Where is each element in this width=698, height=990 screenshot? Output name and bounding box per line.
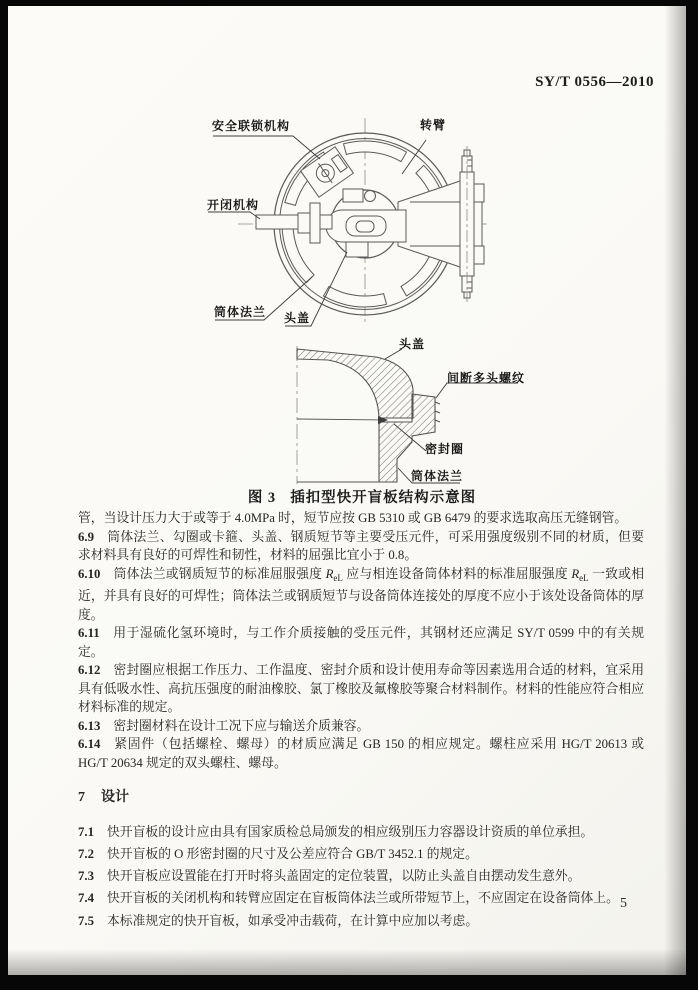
clause-text: 应与相连设备筒体材料的标准屈服强度	[342, 566, 572, 581]
clause-text: 筒体法兰或钢质短节的标准屈服强度	[113, 566, 326, 581]
label-shell-flange-section: 筒体法兰	[411, 469, 464, 483]
clause-text: 快开盲板的 O 形密封圈的尺寸及公差应符合 GB/T 3452.1 的规定。	[107, 846, 478, 861]
clause-text: 快开盲板的关闭机构和转臂应固定在盲板筒体法兰或所带短节上，不应固定在设备筒体上。	[107, 891, 619, 906]
clause-number: 7.1	[78, 824, 94, 839]
label-shell-flange-front: 筒体法兰	[214, 305, 267, 319]
figure-caption-number: 图 3	[247, 490, 277, 506]
page-number: 5	[620, 896, 627, 911]
clause-number: 6.9	[78, 529, 94, 544]
label-safety-interlock: 安全联锁机构	[212, 119, 291, 133]
clause-text: 用于湿硫化氢环境时，与工作介质接触的受压元件，其钢材还应满足 SY/T 0599 中的有关规定。	[78, 626, 644, 659]
clause-6-12	[78, 661, 644, 717]
label-rotating-arm: 转臂	[420, 118, 447, 132]
clause-number: 7.2	[78, 846, 94, 861]
paragraph-intro: 管，当设计压力大于或等于 4.0MPa 时，短节应按 GB 5310 或 GB 6479 的要求选取高压无缝钢管。	[78, 511, 628, 525]
yield-strength-subscript: eL	[579, 572, 589, 583]
clause-text: 本标准规定的快开盲板，如承受冲击载荷，在计算中应加以考虑。	[107, 913, 479, 928]
clause-number: 6.11	[78, 626, 100, 640]
clause-7-4	[78, 887, 644, 909]
clause-number: 7.3	[78, 869, 94, 884]
figure-caption	[8, 486, 686, 507]
clause-text: 密封圈材料在设计工况下应与输送介质兼容。	[113, 718, 370, 733]
clause-7-2	[78, 843, 644, 865]
blind-plate-front-view-diagram	[186, 112, 516, 332]
clause-text: 筒体法兰、勾圈或卡箍、头盖、钢质短节等主要受压元件，可采用强度级别不同的材质，但要求材料具有良好的可焊性和韧性，材料的屈强比宜小于 0.8。	[78, 529, 644, 562]
label-head-cover-front: 头盖	[284, 311, 311, 325]
clause-7-1	[78, 821, 644, 843]
section-7-heading	[78, 789, 644, 808]
section-7-items	[78, 821, 644, 932]
clause-number: 7.5	[78, 913, 94, 928]
page-paper	[8, 6, 686, 975]
clause-7-5	[78, 910, 644, 932]
section-title: 设计	[101, 790, 129, 805]
scan-shadow-right	[664, 6, 686, 975]
label-seal-ring: 密封圈	[425, 442, 465, 456]
body-text-block	[78, 509, 644, 932]
clause-text: 紧固件（包括螺栓、螺母）的材质应满足 GB 150 的相应规定。螺柱应采用 HG/T 20613 或 HG/T 20634 规定的双头螺柱、螺母。	[78, 737, 644, 770]
clause-number: 6.12	[78, 663, 101, 677]
clause-number: 6.10	[78, 566, 101, 581]
label-interrupted-thread: 间断多头螺纹	[447, 371, 526, 385]
scan-shadow-bottom	[8, 949, 686, 975]
yield-strength-subscript: eL	[333, 572, 343, 583]
clause-text: 快开盲板应设置能在打开时将头盖固定的定位装置，以防止头盖自由摆动发生意外。	[107, 869, 581, 884]
clause-number: 6.14	[78, 737, 101, 751]
clause-6-10	[78, 565, 644, 625]
clause-text: 一致或相近，并具有良好的可焊性；筒体法兰或钢质短节与设备筒体连接处的厚度不应小于该处设备筒体的厚度。	[78, 566, 644, 622]
clause-6-9	[78, 528, 644, 565]
clause-7-3	[78, 865, 644, 887]
clause-text: 密封圈应根据工作压力、工作温度、密封介质和设计使用寿命等因素选用合适的材料，宜采用具有低吸水性、高抗压强度的耐油橡胶、氯丁橡胶及氟橡胶等聚合材料制作。材料的性能应符合相应材料标准的规定。	[78, 663, 644, 714]
label-head-cover-section: 头盖	[399, 337, 426, 351]
figure-caption-title: 插扣型快开盲板结构示意图	[290, 490, 477, 506]
clause-6-13	[78, 717, 644, 736]
label-open-close-mechanism: 开闭机构	[207, 198, 260, 212]
clause-number: 7.4	[78, 891, 94, 906]
clause-6-14	[78, 735, 644, 772]
standard-number-header: SY/T 0556—2010	[535, 74, 654, 90]
yield-strength-symbol: R	[325, 566, 334, 581]
clause-6-11	[78, 624, 644, 661]
section-number: 7	[78, 790, 85, 805]
clause-text: 快开盲板的设计应由具有国家质检总局颁发的相应级别压力容器设计资质的单位承担。	[107, 824, 594, 839]
clause-number: 6.13	[78, 718, 101, 733]
yield-strength-symbol: R	[571, 566, 580, 581]
